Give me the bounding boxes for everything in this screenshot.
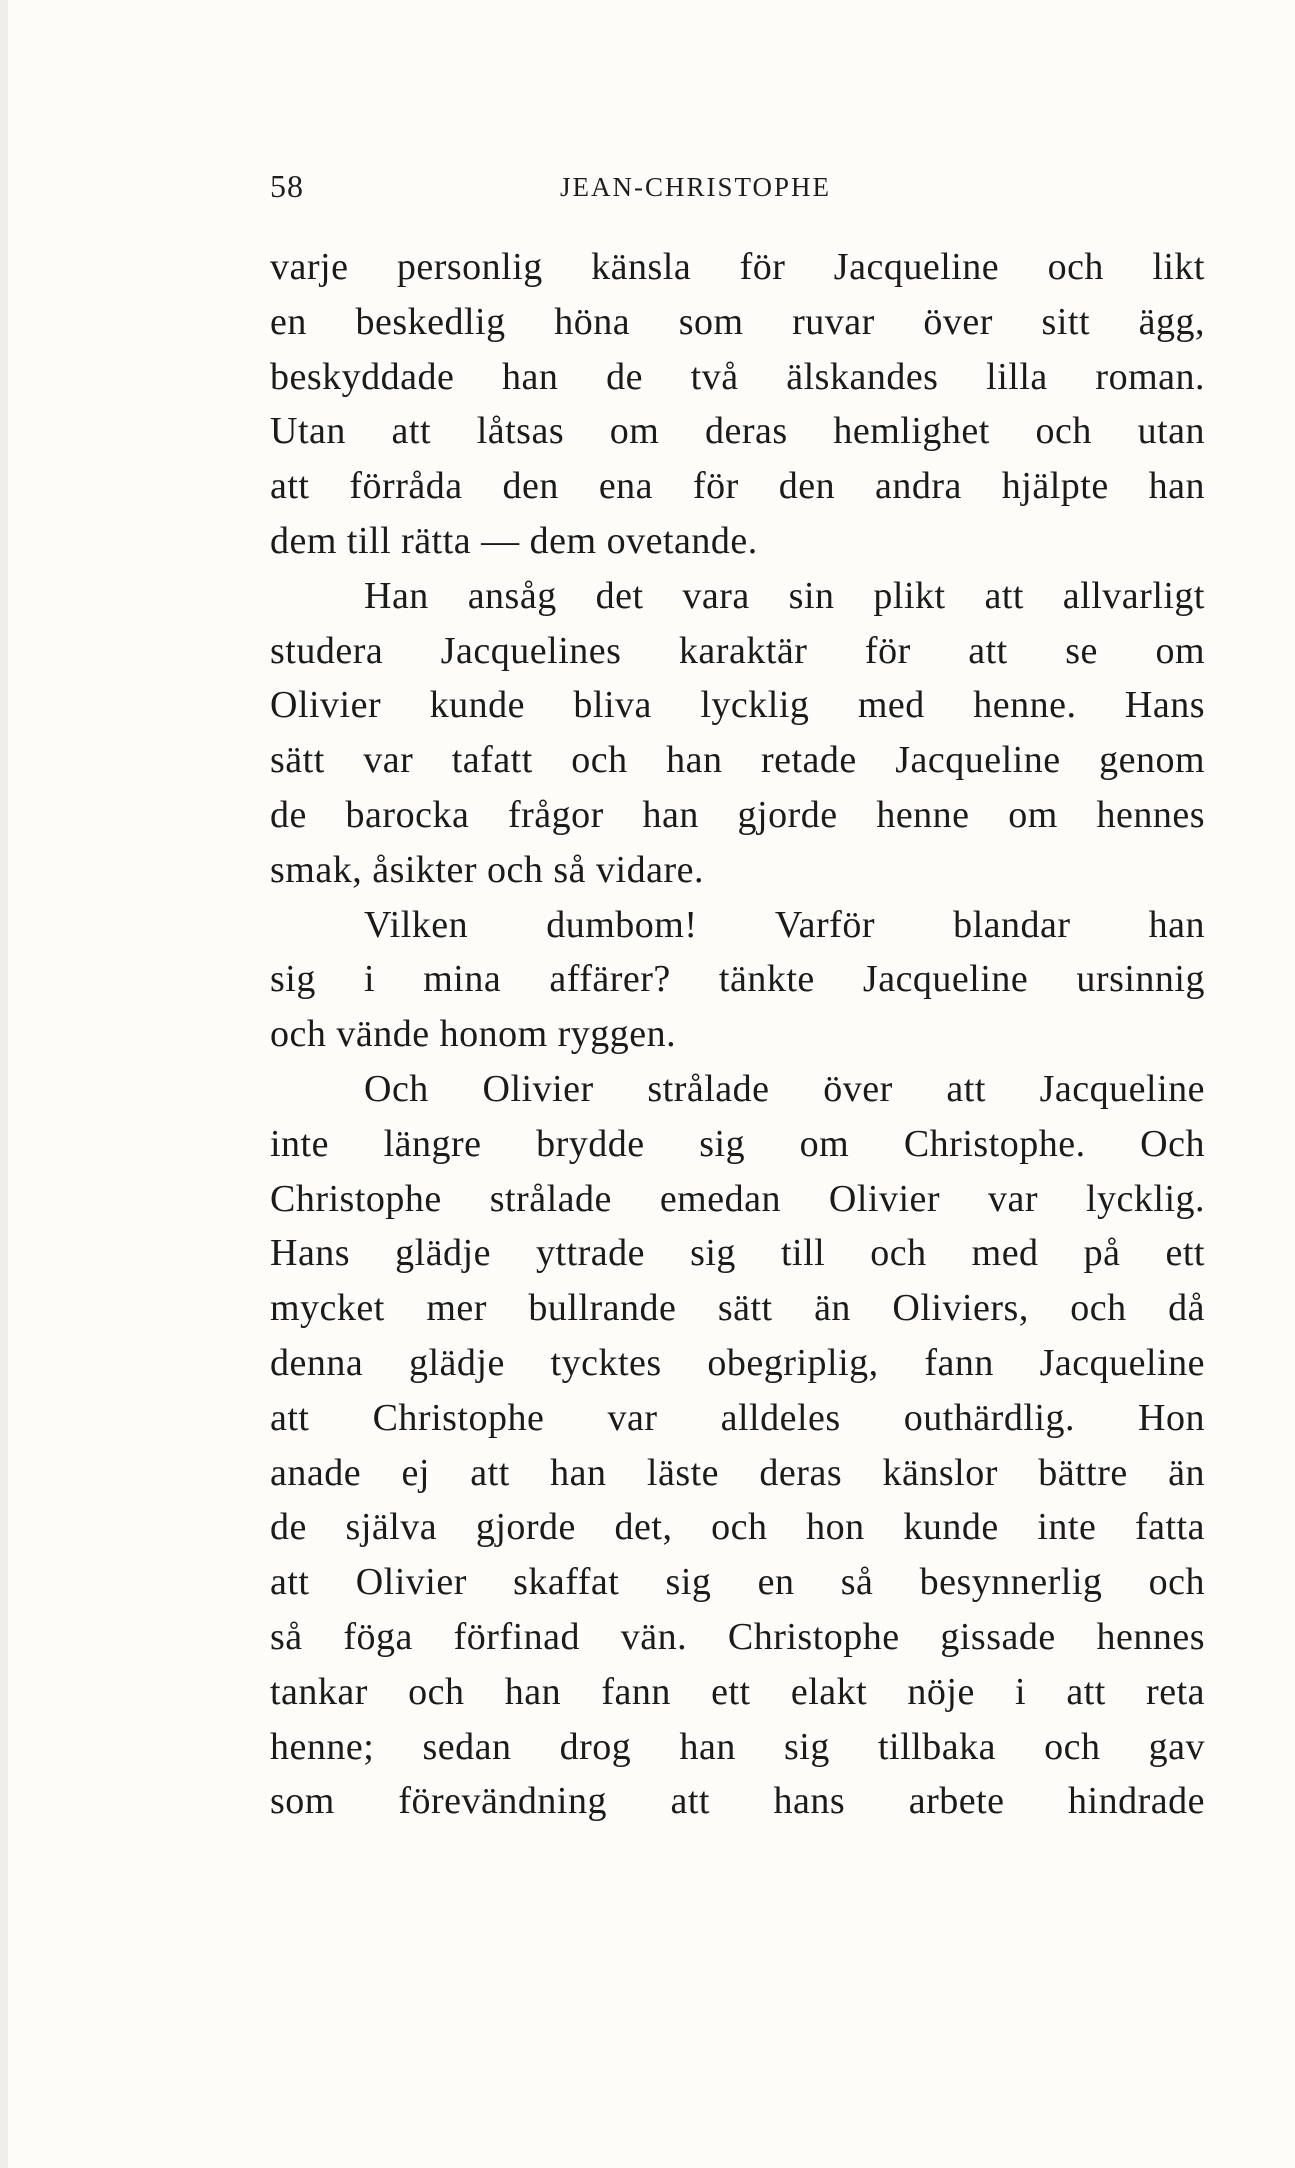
- paragraph-first-line: Och Olivier strålade över att Jacqueline: [364, 1067, 1205, 1110]
- text-line: sig i mina affärer? tänkte Jacqueline ursinnig: [270, 958, 1205, 1001]
- text-line: de själva gjorde det, och hon kunde inte fatta: [270, 1506, 1205, 1549]
- text-line: Olivier kunde bliva lycklig med henne. Hans: [270, 684, 1205, 727]
- text-line: denna glädje tycktes obegriplig, fann Jacqueline: [270, 1341, 1205, 1384]
- text-line: smak, åsikter och så vidare.: [270, 848, 704, 891]
- text-line: sätt var tafatt och han retade Jacqueline genom: [270, 739, 1205, 782]
- text-line: att Christophe var alldeles outhärdlig. Hon: [270, 1396, 1205, 1439]
- text-line: studera Jacquelines karaktär för att se om: [270, 629, 1205, 672]
- text-line: en beskedlig höna som ruvar över sitt ägg,: [270, 300, 1205, 343]
- text-line: så föga förfinad vän. Christophe gissade hennes: [270, 1615, 1205, 1658]
- running-head: JEAN-CHRISTOPHE: [560, 172, 832, 202]
- text-line: Utan att låtsas om deras hemlighet och utan: [270, 410, 1205, 453]
- text-line: som förevändning att hans arbete hindrade: [270, 1780, 1205, 1823]
- paragraph-first-line: Vilken dumbom! Varför blandar han: [364, 903, 1205, 946]
- text-line: de barocka frågor han gjorde henne om hennes: [270, 793, 1205, 836]
- text-line: Christophe strålade emedan Olivier var lycklig.: [270, 1177, 1205, 1220]
- text-line: Hans glädje yttrade sig till och med på ett: [270, 1232, 1205, 1275]
- text-line: och vände honom ryggen.: [270, 1013, 677, 1056]
- text-line: anade ej att han läste deras känslor bättre än: [270, 1451, 1205, 1494]
- paragraph-first-line: Han ansåg det vara sin plikt att allvarligt: [364, 574, 1205, 617]
- text-line: inte längre brydde sig om Christophe. Och: [270, 1122, 1205, 1165]
- page-number: 58: [270, 168, 304, 204]
- text-line: tankar och han fann ett elakt nöje i att reta: [270, 1670, 1205, 1713]
- text-line: att Olivier skaffat sig en så besynnerlig och: [270, 1561, 1205, 1604]
- text-line: varje personlig känsla för Jacqueline och likt: [270, 246, 1205, 288]
- text-line: mycket mer bullrande sätt än Oliviers, och då: [270, 1287, 1205, 1330]
- text-line: dem till rätta — dem ovetande.: [270, 519, 758, 562]
- text-line: att förråda den ena för den andra hjälpte han: [270, 465, 1205, 508]
- text-line: beskyddade han de två älskandes lilla roman.: [270, 355, 1205, 398]
- page-header: [270, 168, 1205, 218]
- body-text: [270, 240, 1205, 1829]
- text-line: henne; sedan drog han sig tillbaka och gav: [270, 1725, 1205, 1768]
